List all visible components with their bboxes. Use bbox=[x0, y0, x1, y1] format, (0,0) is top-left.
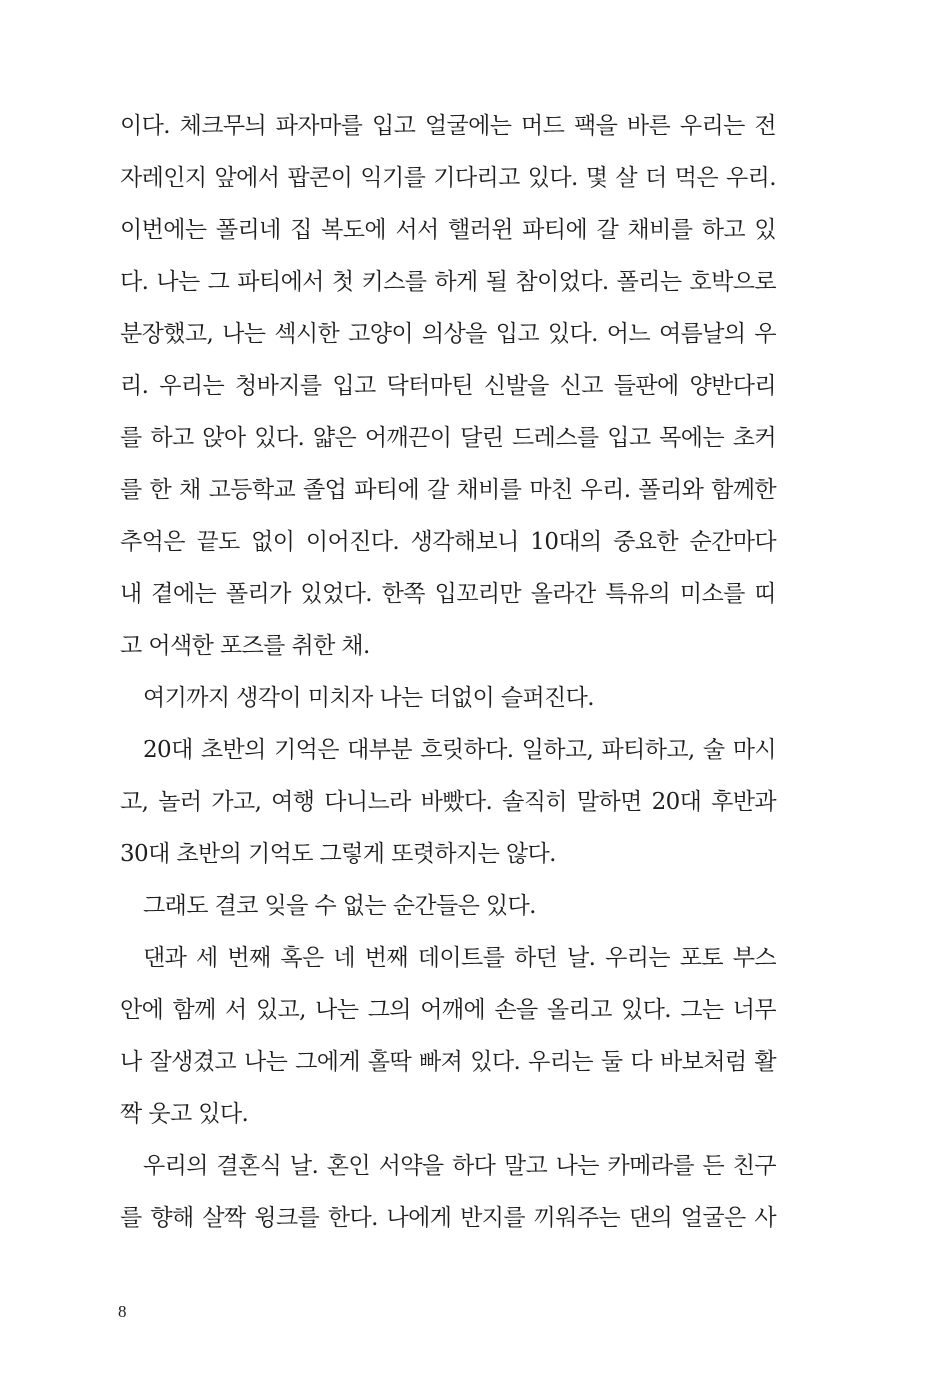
text-line: 내 곁에는 폴리가 있었다. 한쪽 입꼬리만 올라간 특유의 미소를 띠 bbox=[120, 581, 776, 607]
text-line: 20대 초반의 기억은 대부분 흐릿하다. 일하고, 파티하고, 술 마시 bbox=[143, 737, 776, 763]
text-line: 자레인지 앞에서 팝콘이 익기를 기다리고 있다. 몇 살 더 먹은 우리. bbox=[120, 165, 776, 191]
text-line: 그래도 결코 잊을 수 없는 순간들은 있다. bbox=[143, 893, 536, 919]
text-line: 이번에는 폴리네 집 복도에 서서 핼러윈 파티에 갈 채비를 하고 있 bbox=[120, 217, 776, 243]
text-line: 나 잘생겼고 나는 그에게 홀딱 빠져 있다. 우리는 둘 다 바보처럼 활 bbox=[120, 1049, 776, 1075]
text-line: 여기까지 생각이 미치자 나는 더없이 슬퍼진다. bbox=[143, 685, 595, 711]
text-line: 우리의 결혼식 날. 혼인 서약을 하다 말고 나는 카메라를 든 친구 bbox=[143, 1153, 776, 1179]
text-line: 안에 함께 서 있고, 나는 그의 어깨에 손을 올리고 있다. 그는 너무 bbox=[120, 997, 776, 1023]
text-line: 고, 놀러 가고, 여행 다니느라 바빴다. 솔직히 말하면 20대 후반과 bbox=[120, 789, 776, 815]
page-number: 8 bbox=[118, 1302, 127, 1321]
text-line: 짝 웃고 있다. bbox=[120, 1101, 249, 1127]
text-line: 를 하고 앉아 있다. 얇은 어깨끈이 달린 드레스를 입고 목에는 초커 bbox=[120, 425, 776, 451]
page-body bbox=[120, 100, 776, 1244]
text-line: 를 한 채 고등학교 졸업 파티에 갈 채비를 마친 우리. 폴리와 함께한 bbox=[120, 477, 776, 503]
text-line: 분장했고, 나는 섹시한 고양이 의상을 입고 있다. 어느 여름날의 우 bbox=[120, 321, 776, 347]
text-line: 30대 초반의 기억도 그렇게 또렷하지는 않다. bbox=[120, 841, 556, 867]
text-line: 다. 나는 그 파티에서 첫 키스를 하게 될 참이었다. 폴리는 호박으로 bbox=[120, 269, 776, 295]
text-line: 리. 우리는 청바지를 입고 닥터마틴 신발을 신고 들판에 양반다리 bbox=[120, 373, 776, 399]
text-line: 를 향해 살짝 윙크를 한다. 나에게 반지를 끼워주는 댄의 얼굴은 사 bbox=[120, 1205, 776, 1231]
text-line: 이다. 체크무늬 파자마를 입고 얼굴에는 머드 팩을 바른 우리는 전 bbox=[120, 113, 776, 139]
text-line: 추억은 끝도 없이 이어진다. 생각해보니 10대의 중요한 순간마다 bbox=[120, 529, 776, 555]
text-line: 댄과 세 번째 혹은 네 번째 데이트를 하던 날. 우리는 포토 부스 bbox=[143, 945, 776, 971]
text-line: 고 어색한 포즈를 취한 채. bbox=[120, 633, 370, 659]
